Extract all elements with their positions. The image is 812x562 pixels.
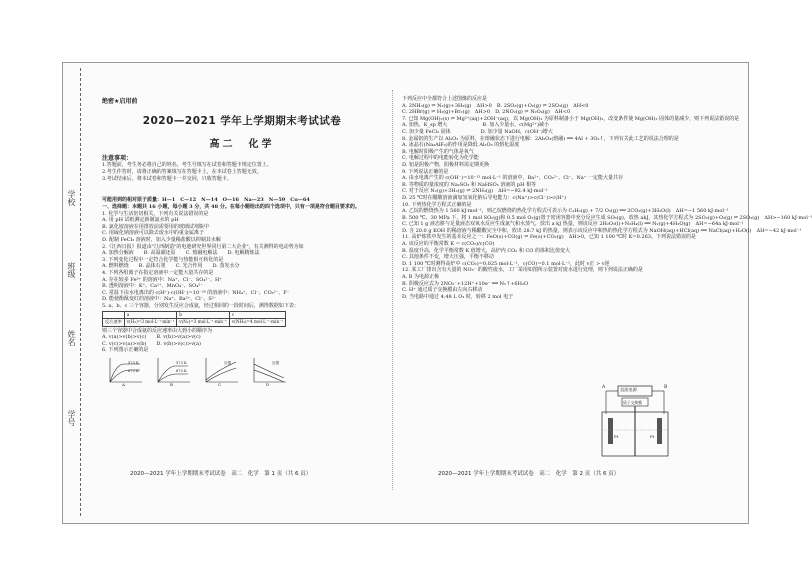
graph-option-label: B bbox=[170, 382, 173, 388]
question-line: D. 能使酚酞变红的溶液中：Na⁺、Ba²⁺、Cl⁻、S²⁻ bbox=[102, 296, 217, 303]
question-line: C. 加少量 FeCl₃ 固体 D. 加少量 NaOH，c(OH⁻)增大 bbox=[402, 128, 553, 135]
graph-option bbox=[250, 356, 288, 386]
question-line: 6. 下列图示正确的是 bbox=[102, 347, 149, 354]
question-line: 10. 下列热化学方程式正确的是 bbox=[402, 201, 472, 208]
question-line: C. 常温下由水电离出的 c(H⁺)·c(OH⁻)=10⁻²⁰ 的溶液中：NH₄⁺、Cl⁻、CO₃²⁻、F⁻ bbox=[102, 289, 290, 296]
question-line: D. 铝是阴极产物，阴极材料需定期更换 bbox=[402, 161, 490, 168]
question-line: C. 其他条件不变，增大压强，平衡不移动 bbox=[402, 254, 494, 261]
question-line: D. 1 100 ℃时测得高炉中 c(CO₂)=0.025 mol·L⁻¹，c(CO)=0.1 mol·L⁻¹，此时 v正 > v逆 bbox=[402, 260, 610, 267]
question-line: B. 阴极反应式为 2NO₃⁻+12H⁺+10e⁻ ══ N₂↑+6H₂O bbox=[402, 280, 529, 287]
question-line: B. 氯化铵溶液在用排放前需要用的玻璃试剂瓶中 bbox=[102, 223, 209, 230]
exam-title: 2020—2021 学年上学期期末考试试卷 bbox=[142, 115, 342, 127]
question-line: 11. 高炉炼铁中发生的基本反应之一：FeO(s)+CO(g) ⇌ Fe(s)+CO₂(g) ΔH>0，已知 1 100 ℃时 K=0.263。下列说法错误的是 bbox=[402, 234, 696, 241]
question-line: C. 对于反应 N₂(g)+3H₂(g) ⇌ 2NH₃(g) ΔH=−92.4 kJ·mol⁻¹ bbox=[402, 188, 548, 195]
question-line: A. 由水电离产生的 c(OH⁻)=10⁻¹³ mol·L⁻¹ 的溶液中，Ba²⁺、CO₃²⁻、Cl⁻、Na⁺ 一定能大量共存 bbox=[402, 175, 623, 182]
question-line: D. 当电路中通过 4.48 L O₂ 时，转移 2 mol 电子 bbox=[402, 293, 514, 300]
question-line: 12. 某工厂排出含有大量的 NO₃⁻ 的酸性废水，工厂采用如图所示装置对废水进行处理，则下列说法正确的是 bbox=[402, 267, 643, 274]
right-electrode-label: Pt bbox=[650, 434, 655, 439]
graph-curve-label: 673 K bbox=[176, 369, 187, 374]
table-cell: 反应速率 bbox=[103, 319, 125, 327]
question-line: A. 乙烷的燃烧热为 1 560 kJ·mol⁻¹，则乙烷燃烧的热化学方程式可表示为 C₂H₆(g) + 7/2 O₂(g) ══ 2CO₂(g)+3H₂O(l) ΔH=−1 560 kJ·mol⁻¹ bbox=[402, 208, 729, 215]
graph-axes bbox=[206, 358, 238, 382]
graph-option-label: A bbox=[122, 382, 125, 388]
question-line: A. 该反应的平衡常数 K = c(CO₂)/c(CO) bbox=[402, 241, 495, 248]
graph-options bbox=[106, 356, 384, 386]
graph-option-label: C bbox=[218, 382, 222, 388]
question-line: 4. 下列各组离子在指定溶液中一定能大量共存的是 bbox=[102, 269, 214, 276]
question-line: C. 2HBr(g) ⇌ H₂(g)+Br₂(g) ΔH>0 D. 2NO₂(g) ⇌ N₂O₄(g) ΔH<0 bbox=[402, 109, 571, 116]
question-line: D. 含 20.0 g KOH 的稀溶液与稀醋酸完全中和，放出 28.7 kJ 的热量，则表示该反应中和热的热化学方程式为 NaOH(aq)+HCl(aq) ══ NaCl(aq)+H₂O(l) ΔH=−42 kJ·mol⁻¹ bbox=[402, 227, 802, 234]
graph-option bbox=[202, 356, 240, 386]
footer-page-2: 2020—2021 学年上学期期末考试试卷 高二 化学 第 2 页（共 6 页） bbox=[438, 471, 620, 477]
binding-label-class: 班级 bbox=[67, 262, 76, 278]
secret-mark: 绝密★启用前 bbox=[102, 98, 138, 105]
question-line: 1. 化学与生活密切相关，下列有关说法错误的是 bbox=[102, 210, 209, 217]
question-line: B. 透明溶液中：K⁺、Ca²⁺、MnO₄⁻、SO₄²⁻ bbox=[102, 283, 203, 290]
question-line: 8. 金属铝的生产以 Al₂O₃ 为原料，在熔融状态下进行电解：2Al₂O₃(熔融) ══ 4Al + 3O₂↑，下列有关此工艺的说法合理的是 bbox=[402, 135, 679, 142]
graph-curve-label: 压强 bbox=[224, 361, 232, 366]
note-item: 2.考生作答时，请将正确的答案填写在答题卡上，在本试卷上答题无效。 bbox=[102, 169, 262, 175]
table-cell: v(N₂)=3 mol·L⁻¹·min⁻¹ bbox=[177, 319, 230, 327]
table-cell: v(NH₃)=4 mol·L⁻¹·min⁻¹ bbox=[229, 319, 285, 327]
question-line: 9. 下列说法正确的是 bbox=[402, 168, 449, 175]
question-line: A. 冰晶石(Na₃AlF₆)的作用是降低 Al₂O₃ 的熔化温度 bbox=[402, 142, 520, 149]
graph-curve bbox=[206, 368, 236, 382]
membrane-label: 质子交换膜 bbox=[623, 400, 642, 405]
binding-label-name: 姓名 bbox=[67, 330, 76, 346]
question-line: C. 电解过程中的电能转化为化学能 bbox=[402, 155, 479, 162]
question-line: C. v(c)>v(a)>v(b) D. v(b)>v(c)>v(a) bbox=[102, 340, 201, 347]
page-divider bbox=[392, 90, 393, 490]
binding-label-school: 学校 bbox=[67, 190, 76, 206]
question-line: A. 加热分解液 B. 高温碳还原 C. 熔融电解法 D. 电解精炼法 bbox=[102, 250, 260, 257]
left-electrode-label: Pt bbox=[614, 434, 619, 439]
binding-dashed-line bbox=[80, 68, 81, 516]
electrolysis-figure bbox=[600, 384, 670, 458]
table-header-cell: c bbox=[229, 311, 285, 319]
exam-subtitle: 高二 化学 bbox=[209, 139, 275, 150]
question-line: C. 已知 1 g 液态肼与足量液态双氧水反应生成氮气和水蒸气，放出 a kJ 热量，则该反应 2H₂O₂(l)+N₂H₄(l) ══ N₂(g)+4H₂O(g) ΔH=−64a kJ·mol⁻¹ bbox=[402, 221, 744, 228]
question-line: B. 电解时阳极产生的气体是氧气 bbox=[402, 148, 474, 155]
question-line: A. 用 pH 试纸测定新制氯水的 pH bbox=[102, 217, 179, 224]
question-line: A. 存在较多 Fe³⁺ 的溶液中：Na⁺、Cl⁻、SO₄²⁻、H⁺ bbox=[102, 276, 222, 283]
binding-label-number: 学号 bbox=[67, 410, 76, 426]
question-line: A. 加热，K_sp 增大 B. 加入少量水，c(Mg²⁺)减小 bbox=[402, 122, 549, 129]
table-header-cell: b bbox=[177, 311, 230, 319]
question-line: 5. a、b、c 三个容器，分别发生反应合成氨，经过相同的一段时间后，测得数据如下表： bbox=[102, 302, 299, 309]
question-line: C. 用硫化钠溶液可以除去废水中的重金属离子 bbox=[102, 230, 204, 237]
table-header-cell bbox=[103, 311, 125, 319]
graph-option-label: D bbox=[266, 382, 270, 388]
binding-strip bbox=[62, 62, 102, 522]
electrolysis-cell-diagram bbox=[600, 384, 670, 458]
question-line: 2.《江西日报》报道由"江西制造"的电池研究世界同行第二大企业"，有关测得的电动势为如 bbox=[102, 243, 304, 250]
note-item: 3.考试结束后，将本试卷和答题卡一并交回，只收答题卡。 bbox=[102, 176, 232, 182]
rate-table bbox=[102, 311, 286, 327]
question-line: A. 2NH₃(g) ⇌ N₂(g)+3H₂(g) ΔH>0 B. 2SO₂(g)+O₂(g) ⇌ 2SO₃(g) ΔH<0 bbox=[402, 102, 589, 109]
question-line: C. H⁺ 通过质子交换膜由左向右移动 bbox=[402, 287, 483, 294]
question-line: 则三个容器中合成氨的反应速率由大到小的顺序为 bbox=[102, 327, 213, 334]
terminal-a-label: A bbox=[602, 385, 606, 390]
question-line: D. 25 ℃时在醋酸溶液滴加氢氧化钠后导电能力：c(Na⁺)>c(Cl⁻)>c(H⁺) bbox=[402, 194, 567, 201]
table-header-cell: a bbox=[124, 311, 177, 319]
graph-curve-label: 673 K bbox=[128, 369, 139, 374]
question-line: A. v(a)>v(b)>v(c) B. v(b)>v(a)>v(c) bbox=[102, 334, 201, 341]
graph-axes bbox=[254, 358, 286, 382]
notes-heading: 注意事项： bbox=[102, 155, 133, 162]
question-line: A. 燃料燃烧 B. 晶体石墨 C. 光合作用 D. 蒸发水分 bbox=[102, 263, 240, 270]
question-line: 下列反应中全都符合上述图像的反应是 bbox=[402, 96, 488, 102]
exam-notes bbox=[102, 155, 384, 183]
table-cell: v(H₂)=3 mol·L⁻¹·min⁻¹ bbox=[124, 319, 177, 327]
graph-curve-label: 压强 bbox=[272, 361, 280, 366]
question-line: D. 配制 FeCl₃ 溶液时，加入少量稀盐酸以抑制其水解 bbox=[102, 236, 221, 243]
graph-curve bbox=[206, 362, 236, 380]
right-question-list bbox=[402, 96, 812, 300]
atomic-masses: 可能用到的相对原子质量：H—1 C—12 N—14 O—16 Na—23 N—59 Cu—64 bbox=[102, 197, 310, 203]
question-line: 3. 下列变化过程中一定符合化学能与热能相互转化的是 bbox=[102, 256, 224, 263]
graph-curve-label: 573 K bbox=[128, 361, 139, 366]
terminal-b-label: B bbox=[664, 385, 668, 390]
footer-page-1: 2020—2021 学年上学期期末考试试卷 高二 化学 第 1 页（共 6 页） bbox=[130, 471, 312, 477]
question-line: B. 500 ℃、30 MPa 下，将 1 mol SO₂(g)和 0.5 mol O₂(g)置于密闭容器中充分反应生成 SO₃(g)，放热 akJ，其热化学方程式为 2SO₂(g)+O₂(g) ⇌ 2SO₃(g) ΔH>−160 kJ·mol⁻¹ bbox=[402, 214, 812, 221]
power-source-label: 直流电源 bbox=[620, 387, 637, 392]
graph-option bbox=[106, 356, 144, 386]
question-line: A. B 为电源正极 bbox=[402, 274, 440, 281]
question-line: 7. 已知 Mg(OH)₂(s) ⇌ Mg²⁺(aq)+2OH⁻(aq)，以 Mg(OH)₂ 为原料制备小于 Mg(OH)₂，改变条件使 Mg(OH)₂ 固体的量减少，则下列说法错误的是 bbox=[402, 115, 740, 122]
left-question-list bbox=[102, 204, 384, 386]
question-line: 一、选择题：本题共 16 小题，每小题 3 分，共 48 分。在每小题给出的四个选项中，只有一项是符合题目要求的。 bbox=[102, 204, 360, 210]
note-item: 1.答题前，考生务必将自己的姓名、考生号填写在试卷和答题卡规定位置上。 bbox=[102, 162, 272, 168]
graph-option bbox=[154, 356, 192, 386]
question-line: B. 温度升高，化学平衡常数 K 值增大，高炉内 CO₂ 和 CO 的体积比值变大 bbox=[402, 247, 570, 254]
graph-curve-label: 573 K bbox=[176, 361, 187, 366]
question-line: B. 等物质的量浓度的 Na₂SO₃ 和 NaHSO₃ 溶液的 pH 相等 bbox=[402, 181, 537, 188]
